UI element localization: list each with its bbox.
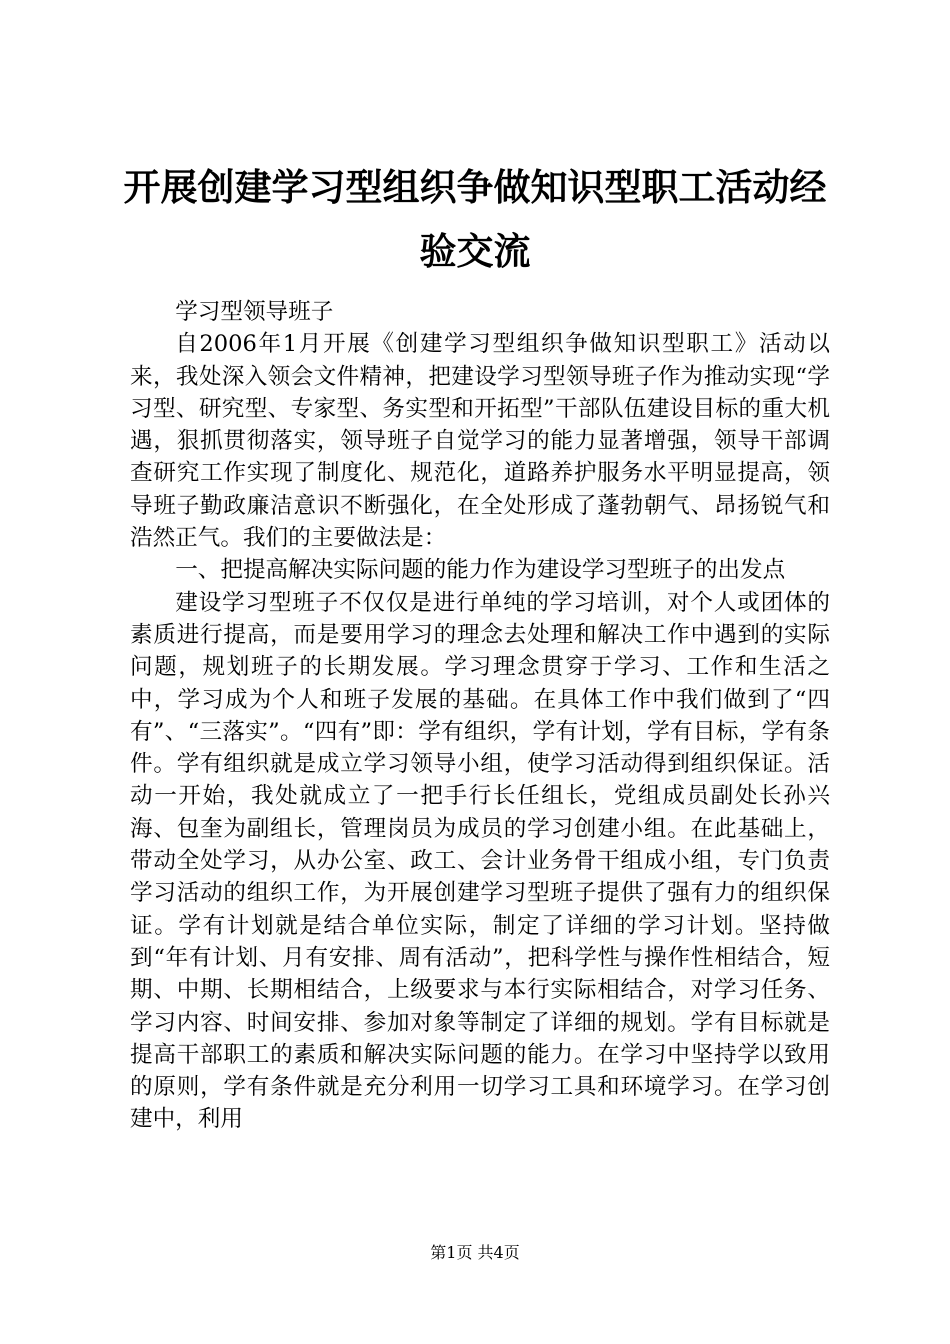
section-heading-one: 一、把提高解决实际问题的能力作为建设学习型班子的出发点: [175, 557, 786, 584]
document-body: [130, 296, 830, 1136]
page-footer: [0, 1243, 950, 1263]
paragraph-body: 建设学习型班子不仅仅是进行单纯的学习培训，对个人或团体的素质进行提高，而是要用学习的理念去处理和解决工作中遇到的实际问题，规划班子的长期发展。学习理念贯穿于学习、工作和生活之中，学习成为个人和班子发展的基础。在具体工作中我们做到了“四有”、“三落实”。“四有”即：学有组织，学有计划，学有目标，学有条件。学有组织就是成立学习领导小组，使学习活动得到组织保证。活动一开始，我处就成立了一把手行长任组长，党组成员副处长孙兴海、包奎为副组长，管理岗员为成员的学习创建小组。在此基础上，带动全处学习，从办公室、政工、会计业务骨干组成小组，专门负责学习活动的组织工作，为开展创建学习型班子提供了强有力的组织保证。学有计划就是结合单位实际，制定了详细的学习计划。坚持做到“年有计划、月有安排、周有活动”，把科学性与操作性相结合，短期、中期、长期相结合，上级要求与本行实际相结合，对学习任务、学习内容、时间安排、参加对象等制定了详细的规划。学有目标就是提高干部职工的素质和解决实际问题的能力。在学习中坚持学以致用的原则，学有条件就是充分利用一切学习工具和环境学习。在学习创建中，利用: [130, 589, 830, 1133]
document-title: 开展创建学习型组织争做知识型职工活动经验交流: [123, 165, 827, 273]
paragraph-intro: 自2006年1月开展《创建学习型组织争做知识型职工》活动以来，我处深入领会文件精神，把建设学习型领导班子作为推动实现“学习型、研究型、专家型、务实型和开拓型”干部队伍建设目标的重大机遇，狠抓贯彻落实，领导班子自觉学习的能力显著增强，领导干部调查研究工作实现了制度化、规范化，道路养护服务水平明显提高，领导班子勤政廉洁意识不断强化，在全处形成了蓬勃朝气、昂扬锐气和浩然正气。我们的主要做法是：: [130, 331, 830, 552]
section-heading-leadership: 学习型领导班子: [175, 299, 334, 325]
page-number-label: 第1页 共4页: [430, 1243, 520, 1262]
